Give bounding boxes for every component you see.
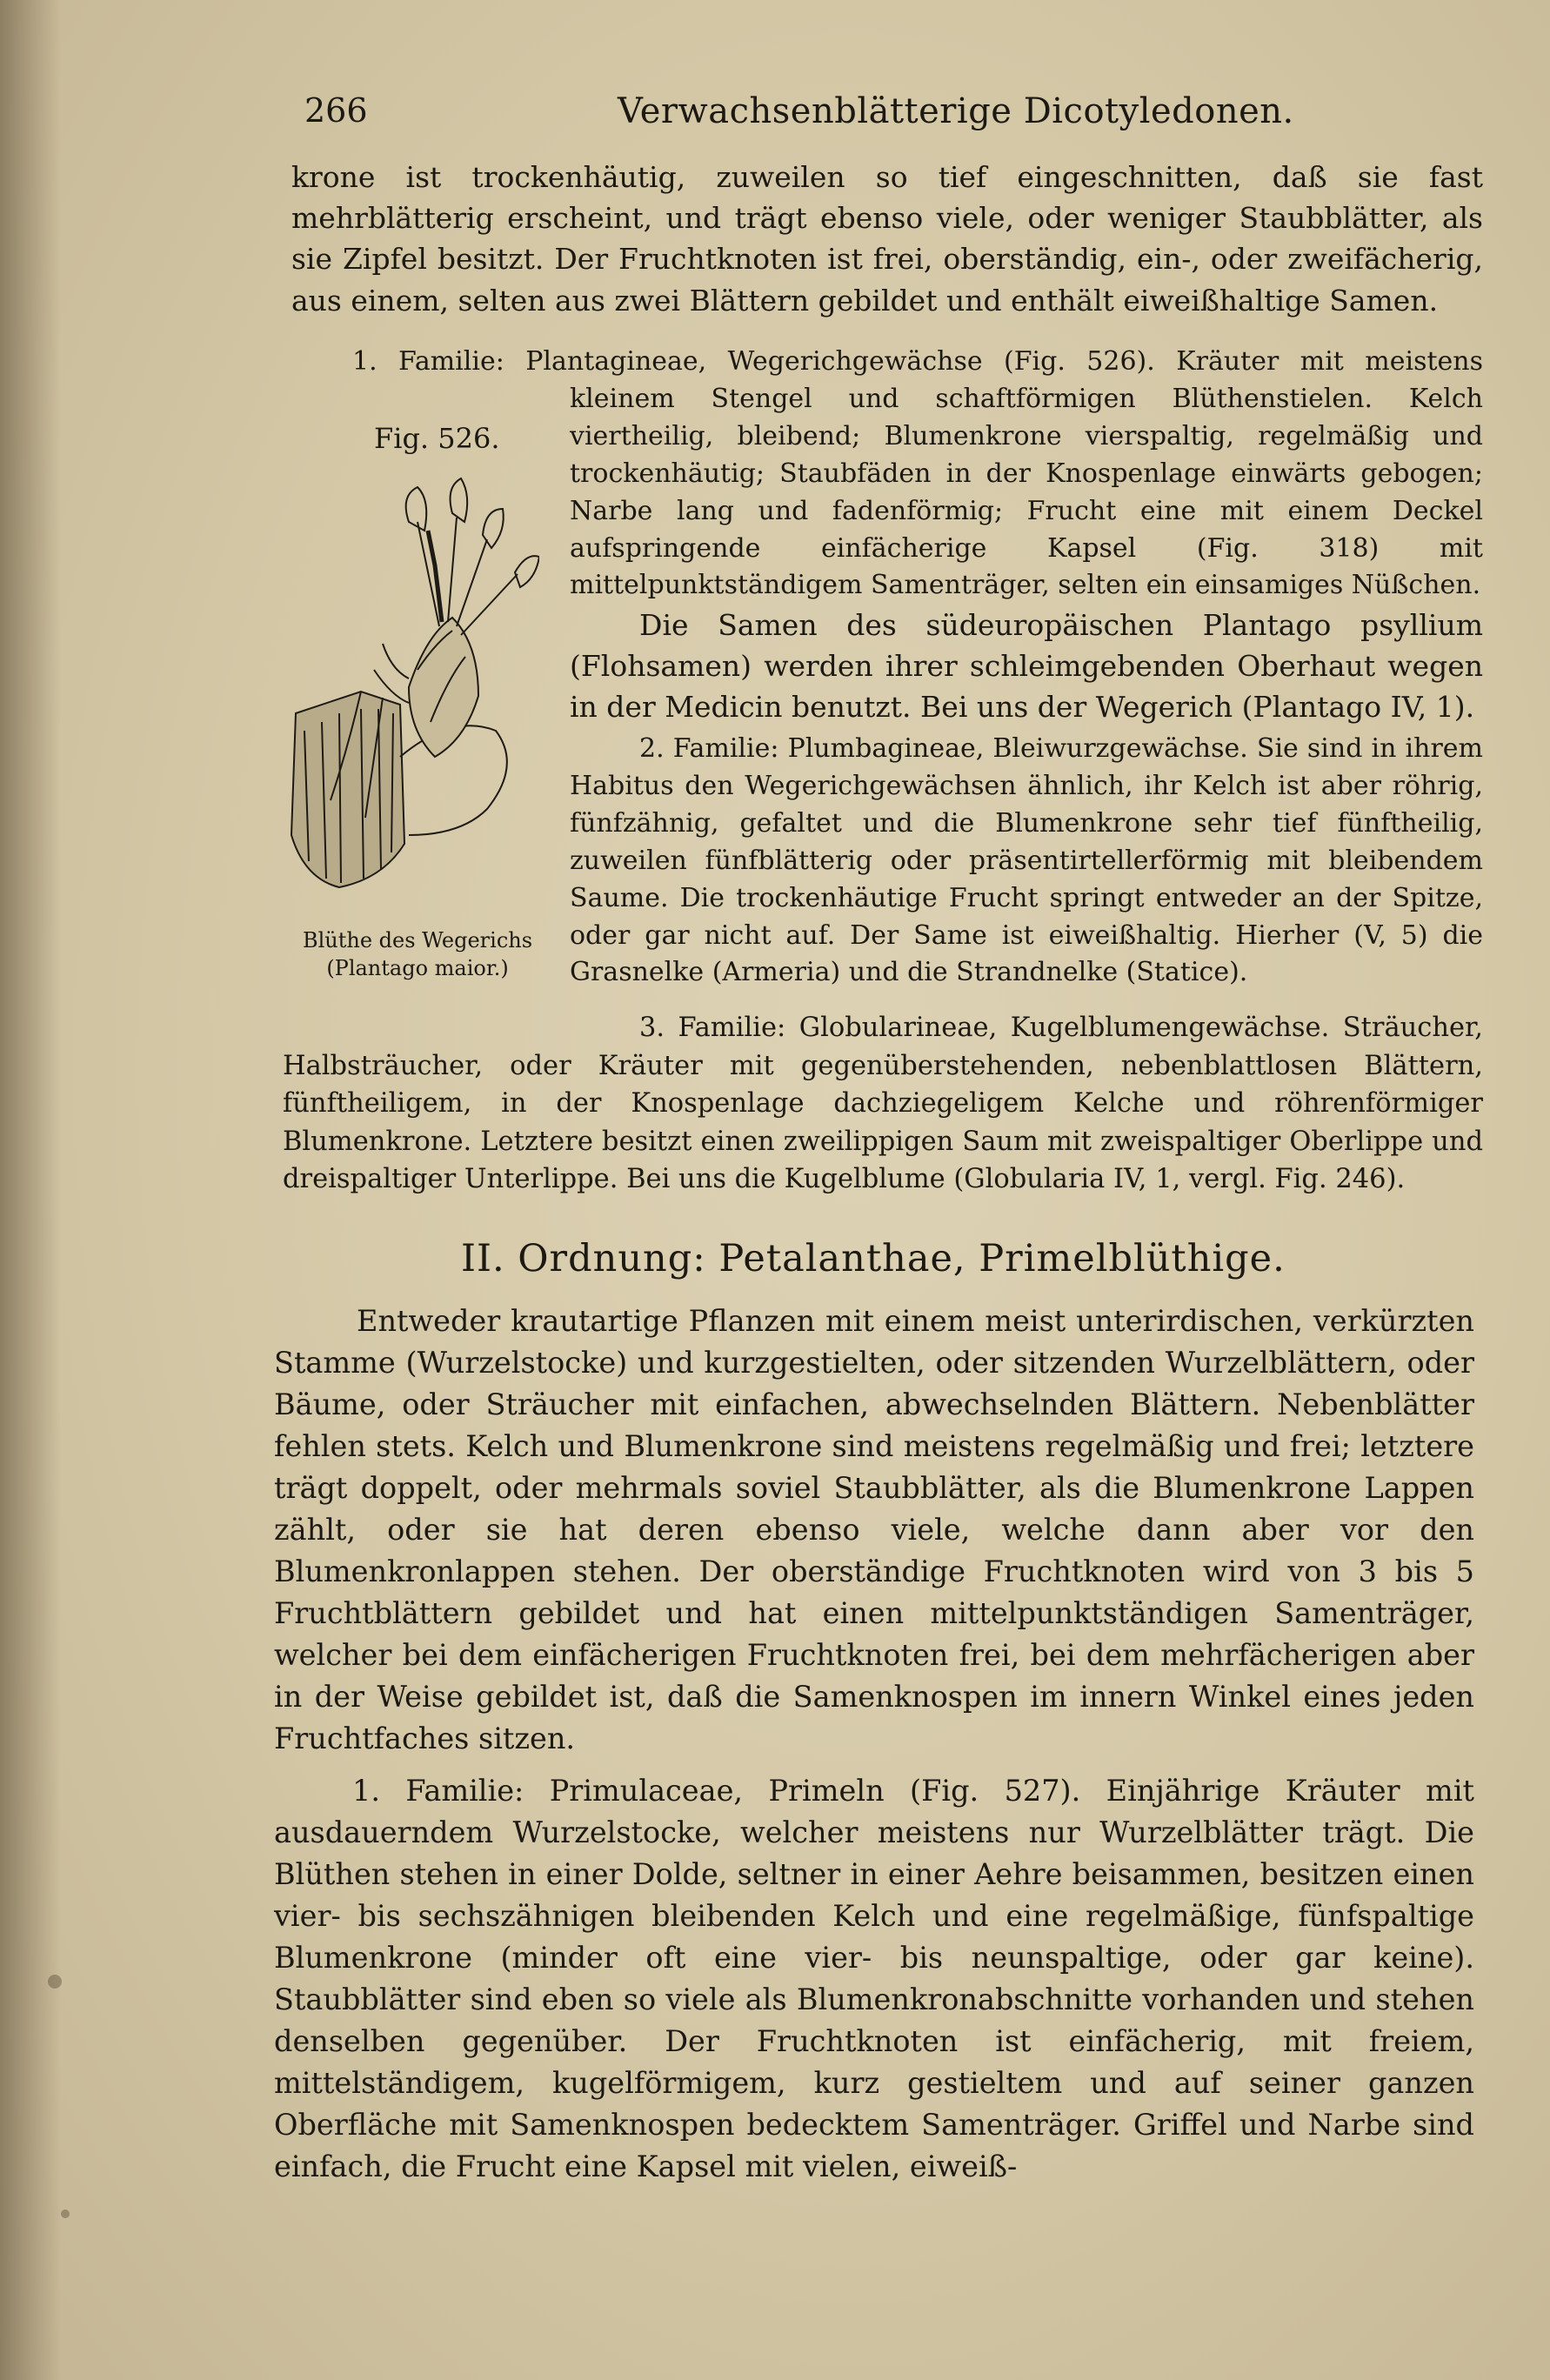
- paragraph-plumbagineae: 2. Familie: Plumbagineae, Bleiwurzgewächse. Sie sind in ihrem Habitus den Wegerichgewächsen ähnlich, ihr Kelch ist aber röhrig, fünfzähnig, gefaltet und die Blumenkrone sehr tief fünftheilig, zuweilen fünfblätterig oder präsentirtellerförmig mit bleibendem Saume. Die trockenhäutige Frucht springt entweder an der Spitze, oder gar nicht auf. Der Same ist eiweißhaltig. Hierher (V, 5) die Grasnelke (Armeria) und die Strandnelke (Statice).: [570, 733, 1483, 988]
- running-title: Verwachsenblätterige Dicotyledonen.: [618, 91, 1294, 131]
- figure-caption: [278, 926, 557, 982]
- figure-label: Fig. 526.: [374, 422, 500, 455]
- caption-line-2: (Plantago maior.): [326, 956, 509, 980]
- page-smudge: [61, 2210, 70, 2218]
- paragraph-petalanthae: Entweder krautartige Pflanzen mit einem meist unterirdischen, verkürzten Stamme (Wurzelstocke) und kurzgestielten, oder sitzenden Wurzelblättern, oder Bäume, oder Sträucher mit einfachen, abwechselnden Blättern. Nebenblätter fehlen stets. Kelch und Blumenkrone sind meistens regelmäßig und frei; letztere trägt doppelt, oder mehrmals soviel Staubblätter, als die Blumenkrone Lappen zählt, oder sie hat deren ebenso viele, welche dann aber vor den Blumenkronlappen stehen. Der oberständige Fruchtknoten wird von 3 bis 5 Fruchtblättern gebildet und hat einen mittelpunktständigen Samenträger, welcher bei dem einfächerigen Fruchtknoten frei, bei dem mehrfächerigen aber in der Weise gebildet ist, daß die Samenknospen im innern Winkel eines jeden Fruchtfaches sitzen.: [274, 1304, 1474, 1755]
- page-number: 266: [304, 91, 368, 130]
- paragraph-plantagineae: 1. Familie: Plantagineae, Wegerichgewächse (Fig. 526). Kräuter mit meistens kleinem Stengel und schaftförmigen Blüthenstielen. Kelch viertheilig, bleibend; Blumenkrone vierspaltig, regelmäßig und trockenhäutig; Staubfäden in der Knospenlage einwärts gebogen; Narbe lang und fadenförmig; Frucht eine mit einem Deckel aufspringende einfächerige Kapsel (Fig. 318) mit mittelpunktständigem Samenträger, selten ein einsamiges Nüßchen.: [352, 346, 1483, 601]
- plantago-flower-illustration: [278, 470, 539, 905]
- page-header: [304, 91, 1479, 144]
- paragraph-globularineae: 3. Familie: Globularineae, Kugelblumengewächse. Sträucher, Halbsträucher, oder Kräuter mit gegenüberstehenden, nebenblattlosen Blättern, fünftheiligem, in der Knospenlage dachziegeligem Kelche und röhrenförmiger Blumenkrone. Letztere besitzt einen zweilippigen Saum mit zweispaltiger Oberlippe und dreispaltiger Unterlippe. Bei uns die Kugelblume (Globularia IV, 1, vergl. Fig. 246).: [283, 1013, 1483, 1195]
- section-heading: II. Ordnung: Petalanthae, Primelblüthige.: [461, 1237, 1286, 1280]
- page-smudge: [48, 1975, 62, 1989]
- paragraph-intro: krone ist trockenhäutig, zuweilen so tief eingeschnitten, daß sie fast mehrblätterig erscheint, und trägt ebenso viele, oder weniger Staubblätter, als sie Zipfel besitzt. Der Fruchtknoten ist frei, oberständig, ein-, oder zweifächerig, aus einem, selten aus zwei Blättern gebildet und enthält eiweißhaltige Samen.: [291, 160, 1483, 318]
- paragraph-plantago-psyllium: Die Samen des südeuropäischen Plantago psyllium (Flohsamen) werden ihrer schleimgebenden Oberhaut wegen in der Medicin benutzt. Bei uns der Wegerich (Plantago IV, 1).: [570, 608, 1483, 725]
- figure-526: [278, 422, 548, 987]
- paragraph-primulaceae: 1. Familie: Primulaceae, Primeln (Fig. 527). Einjährige Kräuter mit ausdauerndem Wurzelstocke, welcher meistens nur Wurzelblätter trägt. Die Blüthen stehen in einer Dolde, seltner in einer Aehre beisammen, besitzen einen vier- bis sechszähnigen bleibenden Kelch und eine regelmäßige, fünfspaltige Blumenkrone (minder oft eine vier- bis neunspaltige, oder gar keine). Staubblätter sind eben so viele als Blumenkronabschnitte vorhanden und stehen denselben gegenüber. Der Fruchtknoten ist einfächerig, mit freiem, mittelständigem, kugelförmigem, kurz gestieltem und auf seiner ganzen Oberfläche mit Samenknospen bedecktem Samenträger. Griffel und Narbe sind einfach, die Frucht eine Kapsel mit vielen, eiweiß-: [274, 1774, 1474, 2183]
- caption-line-1: Blüthe des Wegerichs: [302, 928, 533, 953]
